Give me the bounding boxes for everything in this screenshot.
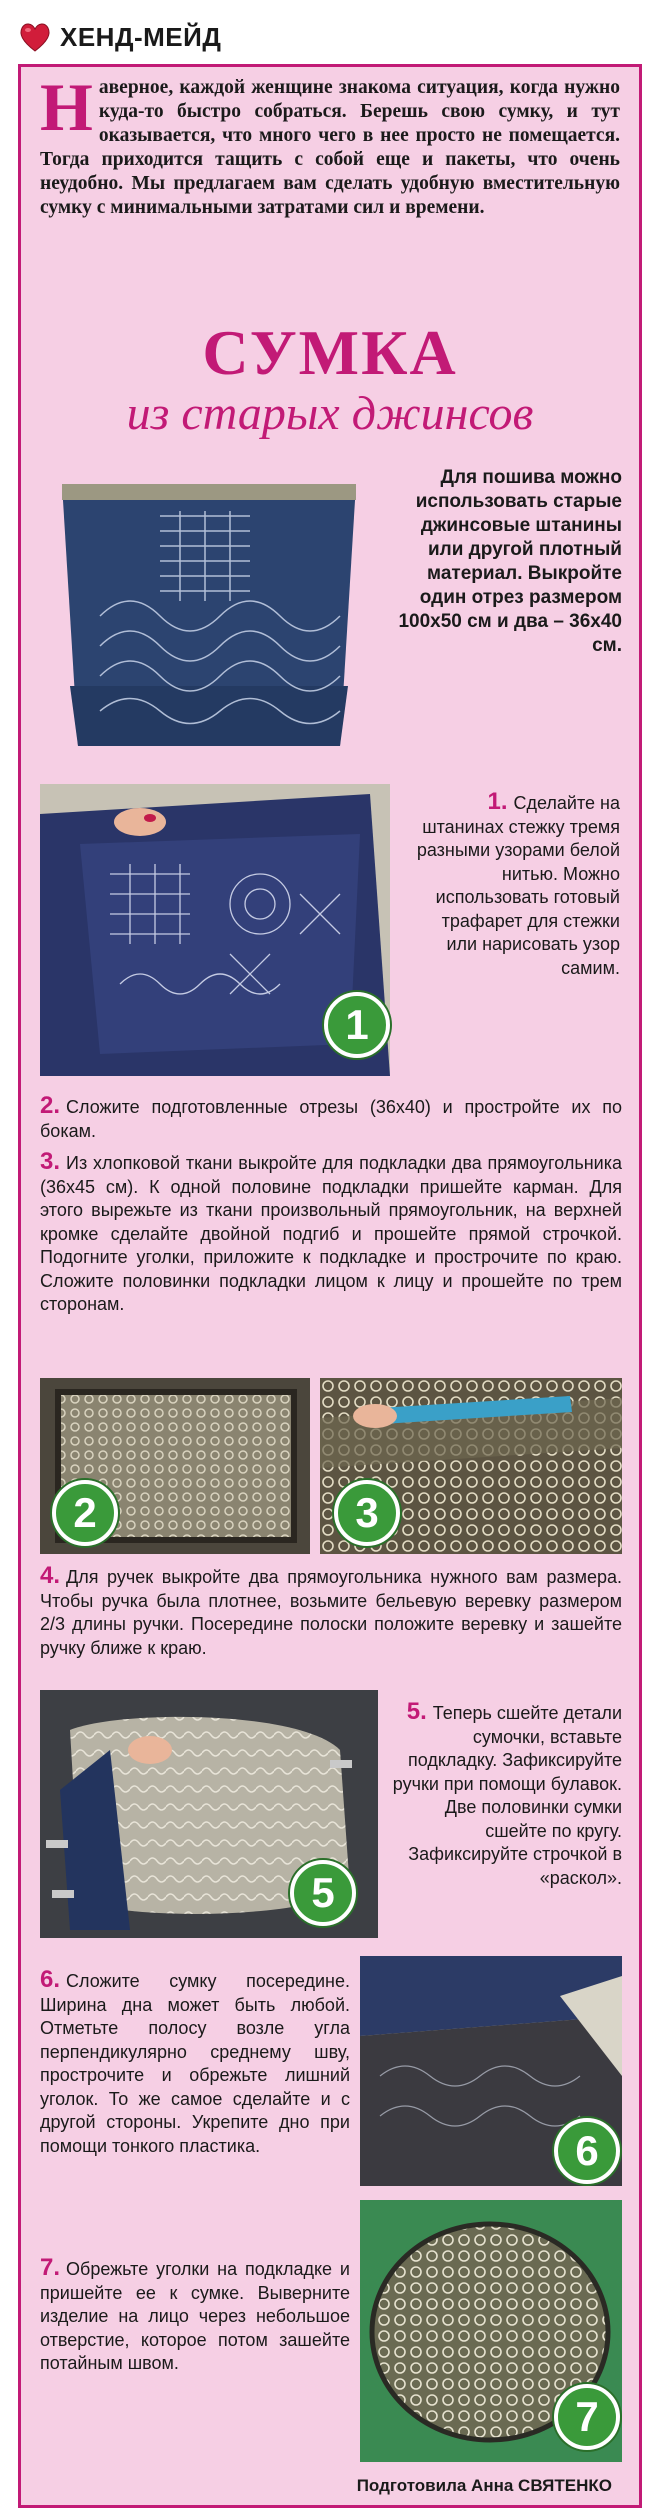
step-3-text: 3. Из хлопковой ткани выкройте для подкладки два прямоугольника (36х45 см). К одной половине подкладки пришейте карман. Для этого вырежьте из ткани произвольный прямоугольник, на верхней кромке сделайте двойной подгиб и прошейте прямой строчкой. Подогните уголки, приложите к подкладке и прострочите по краю. Сложите половинки подкладки лицом к лицу и прошейте по трем сторонам. <box>40 1148 622 1314</box>
step-3-number: 3. <box>40 1148 61 1175</box>
step-2-text: 2. Сложите подготовленные отрезы (36х40) и простройте их по бокам. <box>40 1092 622 1141</box>
intro-paragraph <box>40 69 620 220</box>
intro-text: аверное, каждой женщине знакома ситуация, когда нужно куда-то быстро собраться. Берешь свою сумку, и тут оказывается, что много чего в нее просто не помещается. Тогда приходится тащить с собой еще и пакеты, что очень неудобно. Мы предлагаем вам сделать удобную вместительную сумку с минимальными затратами сил и времени. <box>40 77 620 218</box>
article-title: СУМКА <box>202 317 458 388</box>
author-credit: Подготовила Анна СВЯТЕНКО <box>356 2476 612 2495</box>
step-6-number: 6. <box>40 1966 61 1993</box>
rubric-title: ХЕНД-МЕЙД <box>60 21 222 52</box>
step-4-text: 4. Для ручек выкройте два прямоугольника нужного вам размера. Чтобы ручка была плотнее, возьмите бельевую веревку размером 2/3 длины ручки. Посередине полоски положите веревку и зашейте ручку ближе к краю. <box>40 1562 622 1658</box>
step-1-badge: 1 <box>324 992 390 1058</box>
article-subtitle: из старых джинсов <box>126 387 534 440</box>
step-7-text: 7. Обрежьте уголки на подкладке и пришейте ее к сумке. Выверните изделие на лицо через небольшое отверстие, которое потом зашейте потайным швом. <box>40 2254 350 2373</box>
step-5-number: 5. <box>406 1698 427 1725</box>
step-5-badge: 5 <box>290 1860 356 1926</box>
materials-text: Для пошива можно использовать старые джинсовые штанины или другой плотный материал. Выкройте один отрез размером 100х50 см и два – 36х40 см. <box>398 467 622 656</box>
step-5-text: 5. Теперь сшейте детали сумочки, вставьте подкладку. Зафиксируйте ручки при помощи булавок. Две половинки сумки сшейте по кругу. Зафиксируйте строчкой в «раскол». <box>392 1698 622 1888</box>
heart-icon <box>18 20 52 54</box>
step-7-badge: 7 <box>554 2384 620 2450</box>
step-6-badge: 6 <box>554 2118 620 2184</box>
step-2-number: 2. <box>40 1092 61 1119</box>
drop-cap: Н <box>40 69 93 145</box>
step-4-number: 4. <box>40 1562 61 1589</box>
bag-photo <box>40 456 378 764</box>
step-6-text: 6. Сложите сумку посередине. Ширина дна может быть любой. Отметьте полосу возле угла перпендикулярно среднему шву, прострочите и обрежьте лишний уголок. То же самое сделайте и с другой стороны. Укрепите дно при помощи тонкого пластика. <box>40 1966 350 2156</box>
step-2-badge: 2 <box>52 1480 118 1546</box>
step-7-number: 7. <box>40 2254 61 2281</box>
rubric-header <box>18 20 221 54</box>
step-1-number: 1. <box>487 788 508 815</box>
step-1-text: 1. Сделайте на штанинах стежку тремя разными узорами белой нитью. Можно использовать готовый трафарет для стежки или нарисовать узор самим. <box>416 788 620 978</box>
step-3-badge: 3 <box>334 1480 400 1546</box>
